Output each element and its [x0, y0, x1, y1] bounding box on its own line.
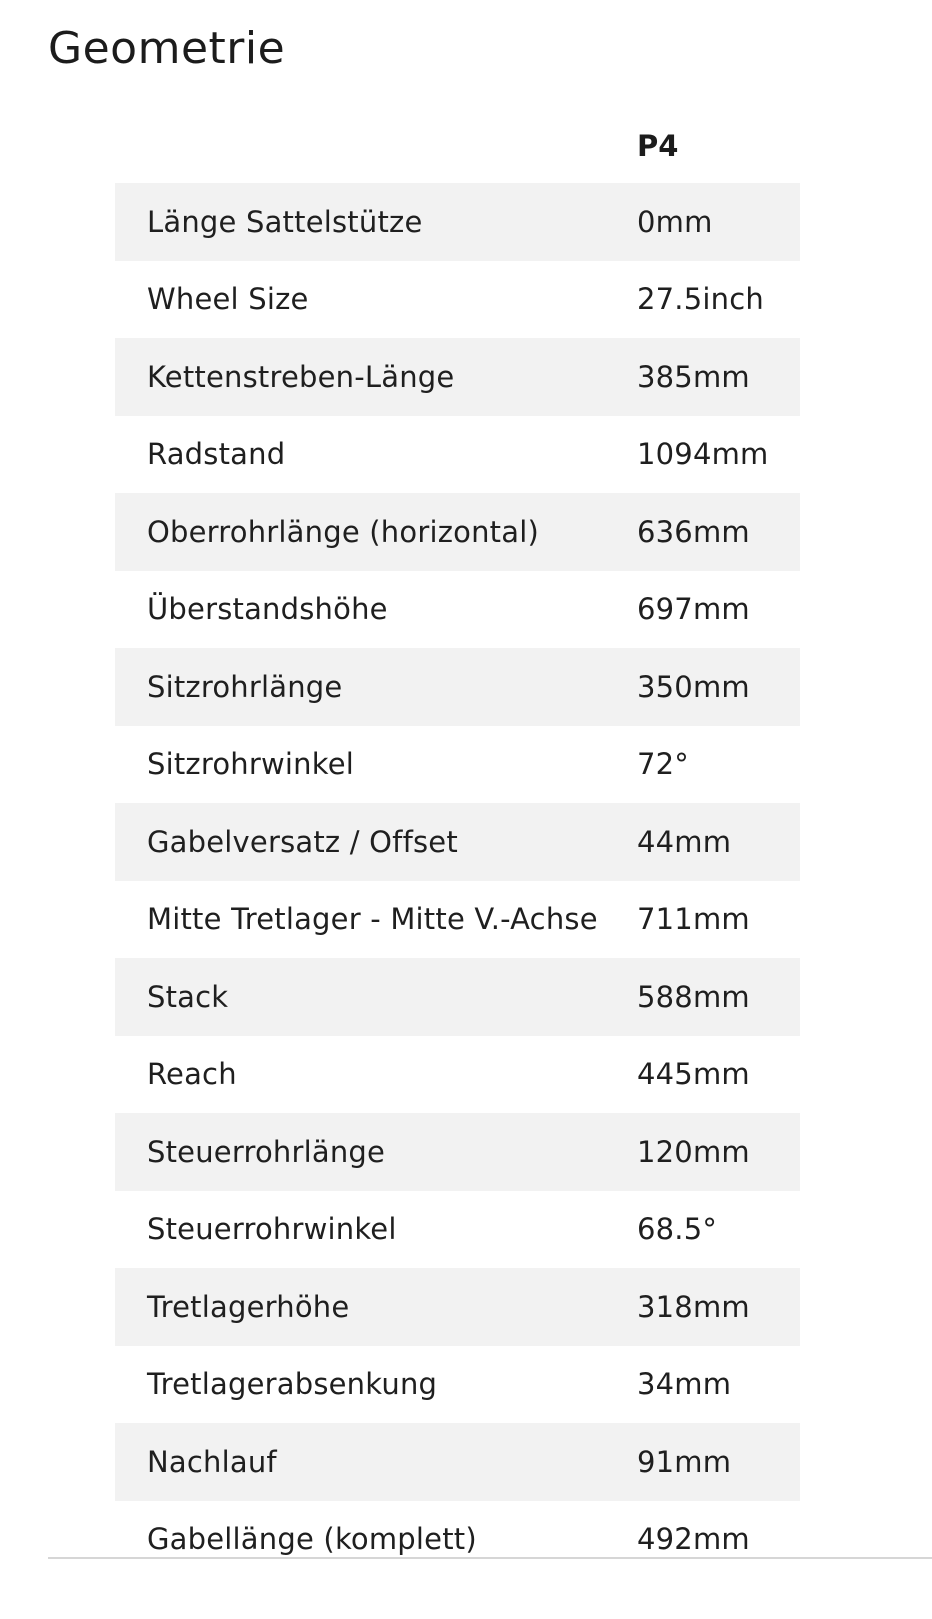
- row-label: Oberrohrlänge (horizontal): [147, 514, 539, 549]
- row-value: 44mm: [637, 824, 732, 859]
- row-value: 120mm: [637, 1134, 750, 1169]
- row-value: 445mm: [637, 1057, 750, 1092]
- table-row: [115, 1501, 800, 1579]
- row-value: 636mm: [637, 514, 750, 549]
- page-title: Geometrie: [48, 23, 286, 74]
- table-row: [115, 881, 800, 959]
- row-value: 72°: [637, 747, 690, 782]
- table-row: [115, 183, 800, 261]
- row-value: 68.5°: [637, 1212, 718, 1247]
- table-row: [115, 726, 800, 804]
- table-row: [115, 1036, 800, 1114]
- row-label: Sitzrohrlänge: [147, 669, 343, 704]
- row-value: 318mm: [637, 1289, 750, 1324]
- row-value: 0mm: [637, 204, 713, 239]
- row-value: 91mm: [637, 1444, 732, 1479]
- row-label: Tretlagerhöhe: [147, 1289, 350, 1324]
- row-label: Länge Sattelstütze: [147, 204, 423, 239]
- geometry-table-body: [115, 183, 800, 1578]
- row-value: 385mm: [637, 359, 750, 394]
- row-label: Kettenstreben-Länge: [147, 359, 455, 394]
- table-row: [115, 958, 800, 1036]
- table-row: [115, 1346, 800, 1424]
- size-column-header: P4: [637, 128, 679, 163]
- table-row: [115, 1113, 800, 1191]
- table-row: [115, 1268, 800, 1346]
- table-row: [115, 493, 800, 571]
- table-row: [115, 1191, 800, 1269]
- row-label: Tretlagerabsenkung: [147, 1367, 438, 1402]
- row-label: Überstandshöhe: [147, 592, 388, 627]
- row-value: 492mm: [637, 1522, 750, 1557]
- row-value: 350mm: [637, 669, 750, 704]
- row-label: Gabellänge (komplett): [147, 1522, 477, 1557]
- row-value: 34mm: [637, 1367, 732, 1402]
- row-label: Sitzrohrwinkel: [147, 747, 355, 782]
- table-row: [115, 571, 800, 649]
- table-row: [115, 1423, 800, 1501]
- table-row: [115, 803, 800, 881]
- row-label: Steuerrohrlänge: [147, 1134, 386, 1169]
- row-label: Radstand: [147, 437, 286, 472]
- row-label: Stack: [147, 979, 229, 1014]
- table-row: [115, 338, 800, 416]
- row-value: 1094mm: [637, 437, 769, 472]
- row-label: Reach: [147, 1057, 237, 1092]
- table-header-row: [115, 108, 800, 183]
- row-label: Wheel Size: [147, 282, 309, 317]
- geometry-table: [115, 108, 800, 1578]
- row-value: 27.5inch: [637, 282, 764, 317]
- table-row: [115, 648, 800, 726]
- row-label: Mitte Tretlager - Mitte V.-Achse: [147, 902, 598, 937]
- label-column-header: [115, 108, 607, 183]
- row-value: 697mm: [637, 592, 750, 627]
- row-label: Steuerrohrwinkel: [147, 1212, 397, 1247]
- table-row: [115, 416, 800, 494]
- row-label: Nachlauf: [147, 1444, 277, 1479]
- table-row: [115, 261, 800, 339]
- row-value: 711mm: [637, 902, 750, 937]
- bottom-divider: [48, 1557, 932, 1559]
- row-value: 588mm: [637, 979, 750, 1014]
- row-label: Gabelversatz / Offset: [147, 824, 458, 859]
